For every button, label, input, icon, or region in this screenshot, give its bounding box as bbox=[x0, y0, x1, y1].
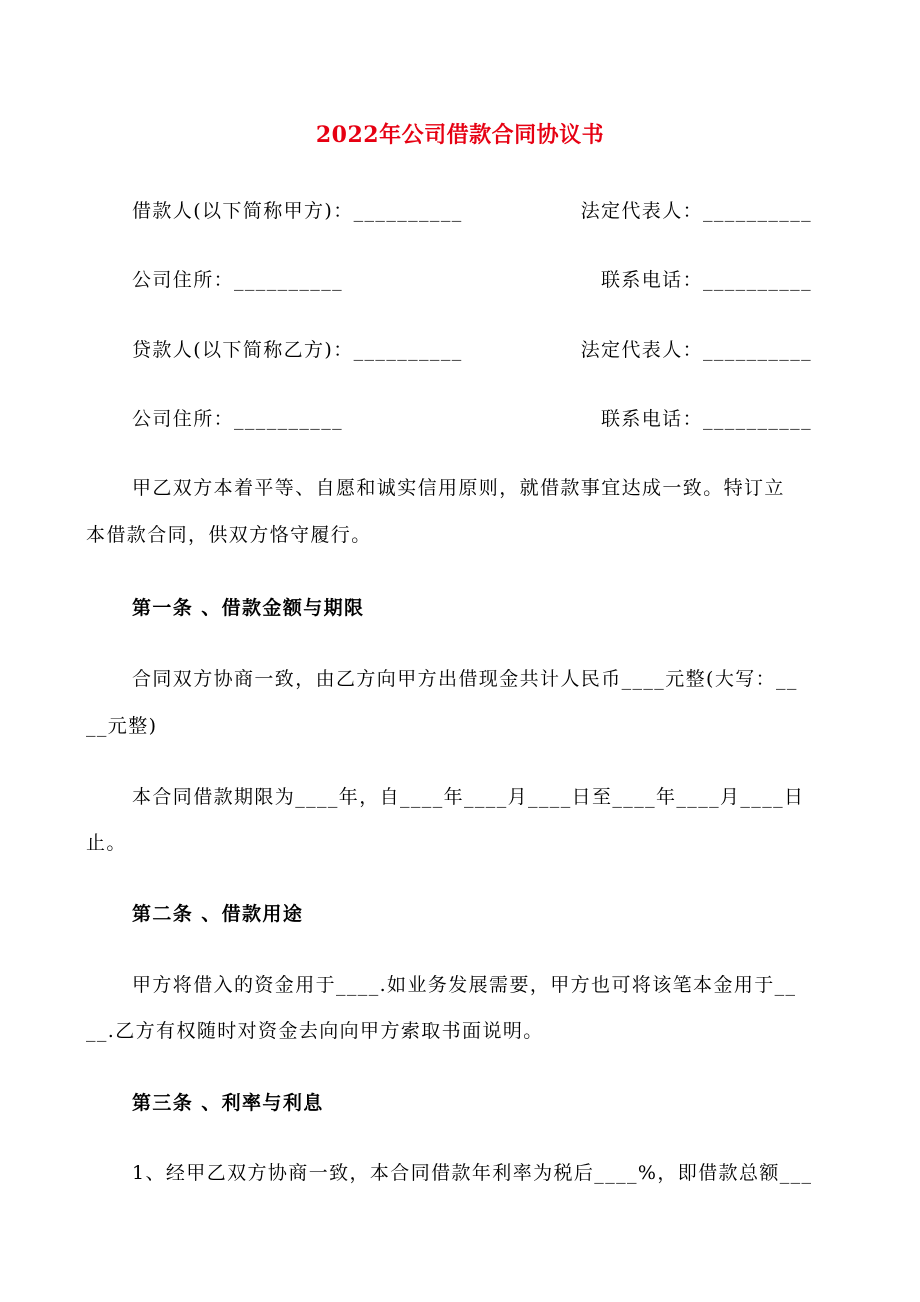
article-1-heading: 第一条 、借款金额与期限 bbox=[132, 597, 365, 619]
article-2-paragraph-1-line-1: 甲方将借入的资金用于____.如业务发展需要，甲方也可将该笔本金用于__ bbox=[132, 974, 797, 996]
article-2-heading: 第二条 、借款用途 bbox=[132, 903, 304, 925]
document-title: 2022年公司借款合同协议书 bbox=[315, 122, 605, 148]
lender-address: 公司住所：__________ bbox=[132, 408, 344, 430]
article-2-paragraph-1-line-2: __.乙方有权随时对资金去向向甲方索取书面说明。 bbox=[86, 1020, 544, 1042]
article-1-paragraph-2-line-2: 止。 bbox=[86, 832, 127, 854]
intro-line-1: 甲乙双方本着平等、自愿和诚实信用原则，就借款事宜达成一致。特订立 bbox=[132, 477, 785, 499]
article-3-paragraph-1-line-1: 1、经甲乙双方协商一致，本合同借款年利率为税后____%，即借款总额___ bbox=[132, 1162, 813, 1184]
lender-label: 贷款人(以下简称乙方)：__________ bbox=[132, 339, 463, 361]
article-1-paragraph-1-line-1: 合同双方协商一致，由乙方向甲方出借现金共计人民币____元整(大写：__ bbox=[132, 668, 798, 690]
article-3-heading: 第三条 、利率与利息 bbox=[132, 1092, 324, 1114]
borrower-label: 借款人(以下简称甲方)：__________ bbox=[132, 200, 463, 222]
lender-representative: 法定代表人：__________ bbox=[580, 339, 812, 361]
borrower-phone: 联系电话：__________ bbox=[600, 269, 812, 291]
borrower-address: 公司住所：__________ bbox=[132, 269, 344, 291]
article-1-paragraph-1-line-2: __元整) bbox=[86, 715, 158, 737]
article-1-paragraph-2-line-1: 本合同借款期限为____年，自____年____月____日至____年____月____日 bbox=[132, 786, 805, 808]
borrower-representative: 法定代表人：__________ bbox=[580, 200, 812, 222]
intro-line-2: 本借款合同，供双方恪守履行。 bbox=[86, 524, 372, 546]
lender-phone: 联系电话：__________ bbox=[600, 408, 812, 430]
